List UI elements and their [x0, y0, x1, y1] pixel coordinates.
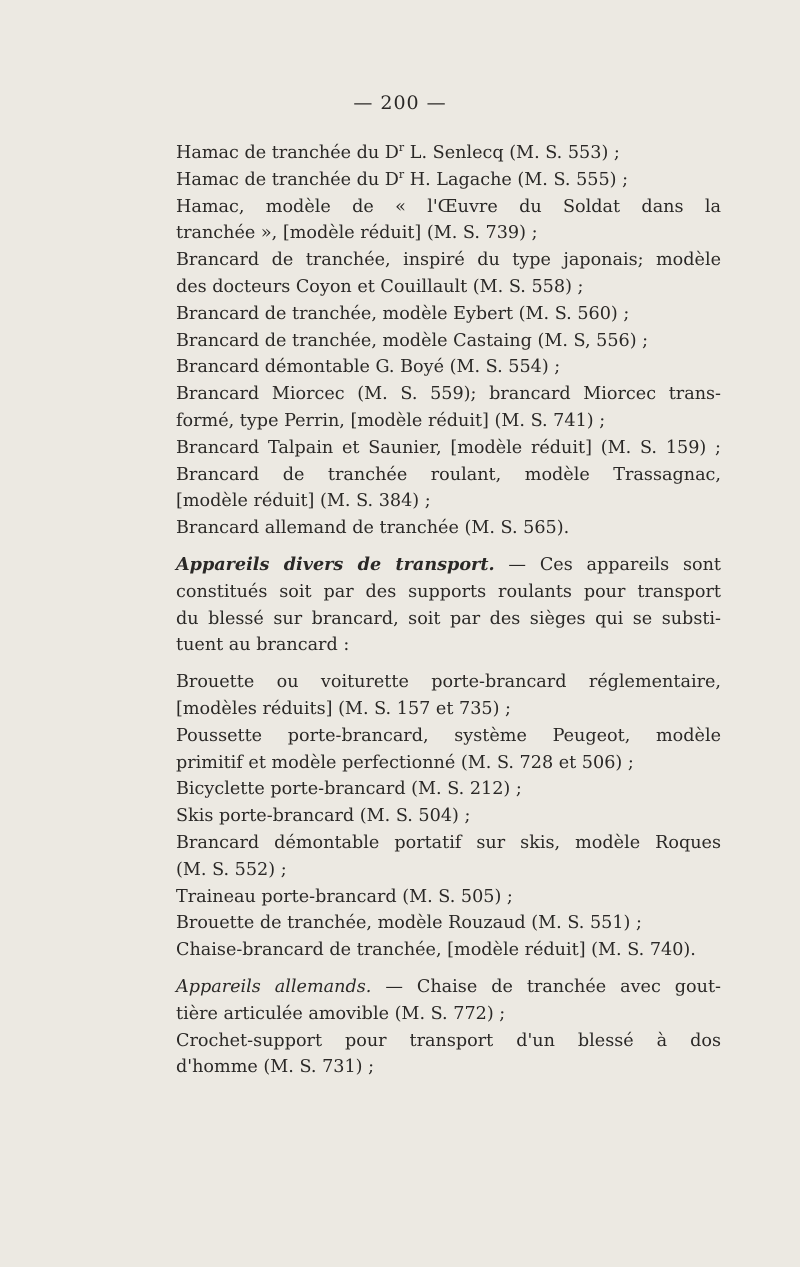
- text-line: Brancard démontable portatif sur skis, modèle Roques: [176, 832, 721, 853]
- text-segment: — Chaise de tranchée avec gout-: [371, 976, 721, 997]
- text-line: Crochet-support pour transport d'un blessé à dos: [176, 1030, 721, 1051]
- text-line: tuent au brancard :: [176, 635, 350, 656]
- text-line: tranchée », [modèle réduit] (M. S. 739) ;: [176, 223, 538, 244]
- text-line: Brancard Talpain et Saunier, [modèle réduit] (M. S. 159) ;: [176, 437, 721, 458]
- text-line: Brancard Miorcec (M. S. 559); brancard Miorcec trans-: [176, 384, 721, 405]
- text-line: [176, 974, 721, 1001]
- text-line: [176, 167, 721, 194]
- text-line: Brancard de tranchée roulant, modèle Trassagnac,: [176, 464, 721, 485]
- paragraph-gap: [176, 659, 721, 669]
- text-line: (M. S. 552) ;: [176, 859, 287, 880]
- text-line: primitif et modèle perfectionné (M. S. 728 et 506) ;: [176, 752, 634, 773]
- text-line: Brancard de tranchée, modèle Castaing (M. S, 556) ;: [176, 330, 649, 351]
- text-segment: L. Senlecq (M. S. 553) ;: [404, 143, 620, 163]
- text-line: [modèle réduit] (M. S. 384) ;: [176, 491, 431, 512]
- text-line: Skis porte-brancard (M. S. 504) ;: [176, 806, 471, 827]
- text-line: Hamac, modèle de « l'Œuvre du Soldat dans la: [176, 196, 721, 217]
- text-line: Brancard de tranchée, inspiré du type japonais; modèle: [176, 250, 721, 271]
- text-line: [176, 552, 721, 579]
- text-line: [modèles réduits] (M. S. 157 et 735) ;: [176, 698, 511, 719]
- text-segment: Hamac de tranchée du D: [176, 169, 399, 190]
- text-line: Brouette ou voiturette porte-brancard réglementaire,: [176, 672, 721, 693]
- text-segment: H. Lagache (M. S. 555) ;: [404, 169, 629, 190]
- text-line: Traineau porte-brancard (M. S. 505) ;: [176, 886, 513, 907]
- text-line: Brancard démontable G. Boyé (M. S. 554) ;: [176, 357, 561, 378]
- paragraph-gap: [176, 964, 721, 974]
- text-segment: — Ces appareils sont: [494, 554, 721, 575]
- text-segment: Hamac de tranchée du D: [176, 143, 399, 163]
- paragraph-gap: [176, 542, 721, 552]
- text-line: du blessé sur brancard, soit par des sièges qui se substi-: [176, 608, 721, 629]
- section-heading: Appareils allemands.: [176, 976, 372, 997]
- text-line: tière articulée amovible (M. S. 772) ;: [176, 1003, 506, 1024]
- text-line: Bicyclette porte-brancard (M. S. 212) ;: [176, 779, 522, 800]
- text-line: Chaise-brancard de tranchée, [modèle réduit] (M. S. 740).: [176, 940, 696, 961]
- text-line: Brancard de tranchée, modèle Eybert (M. S. 560) ;: [176, 303, 630, 324]
- text-line: formé, type Perrin, [modèle réduit] (M. S. 741) ;: [176, 410, 606, 431]
- page-number: — 200 —: [353, 92, 447, 114]
- text-line: Brouette de tranchée, modèle Rouzaud (M. S. 551) ;: [176, 913, 642, 934]
- text-line: Poussette porte-brancard, système Peugeot, modèle: [176, 725, 721, 746]
- text-line: [176, 140, 721, 167]
- text-line: d'homme (M. S. 731) ;: [176, 1057, 375, 1078]
- text-line: Brancard allemand de tranchée (M. S. 565).: [176, 518, 570, 539]
- superscript: r: [398, 167, 405, 181]
- text-line: des docteurs Coyon et Couillault (M. S. 558) ;: [176, 276, 584, 297]
- body-text: [176, 140, 721, 1081]
- section-heading: Appareils divers de transport.: [176, 553, 495, 575]
- superscript: r: [398, 141, 405, 155]
- text-line: constitués soit par des supports roulants pour transport: [176, 581, 721, 602]
